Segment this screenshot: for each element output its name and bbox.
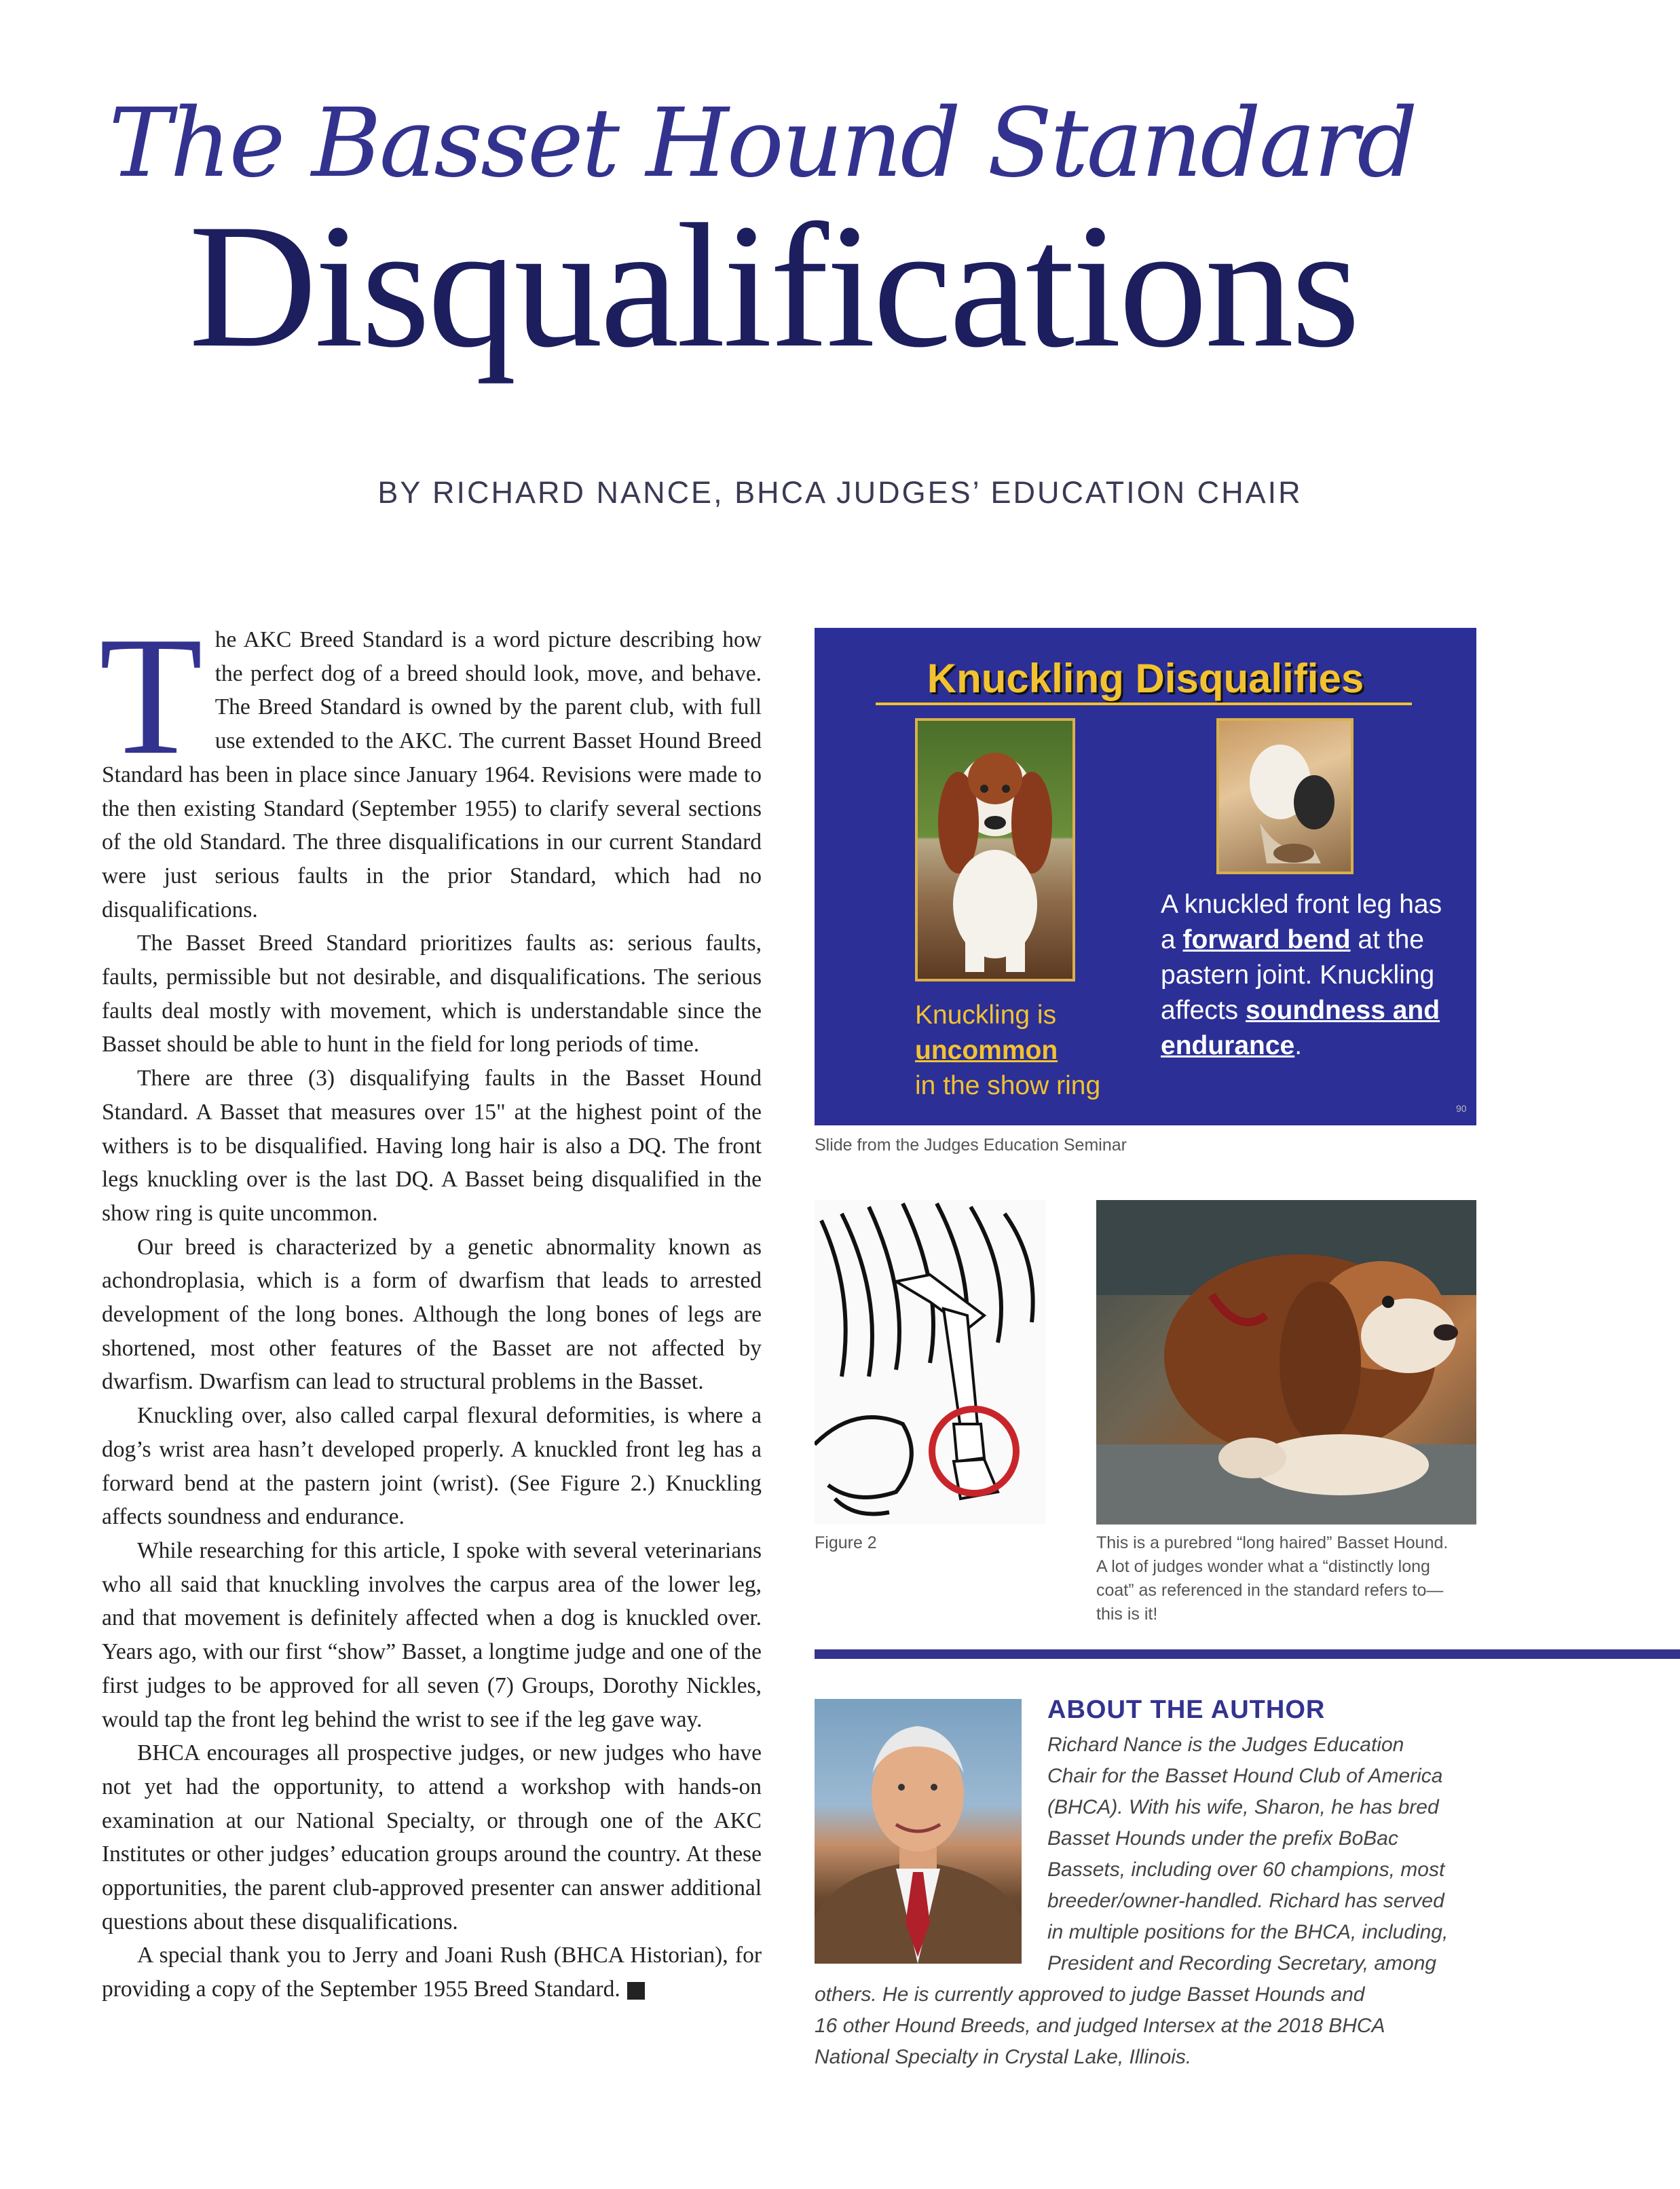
about-line-1: Richard Nance is the Judges Education: [1047, 1734, 1404, 1756]
about-line-6: breeder/owner-handled. Richard has served: [1047, 1890, 1444, 1912]
long-haired-basset-photo: [1096, 1200, 1476, 1524]
about-author-heading: ABOUT THE AUTHOR: [1047, 1696, 1326, 1724]
about-line-8: President and Recording Secretary, among: [1047, 1952, 1437, 1975]
slide-title-underline: [876, 703, 1412, 705]
basset-standing-photo: [915, 718, 1075, 981]
about-line-3: (BHCA). With his wife, Sharon, he has bred: [1047, 1796, 1439, 1818]
about-line-7: in multiple positions for the BHCA, including,: [1047, 1921, 1449, 1943]
paragraph-3: There are three (3) disqualifying faults in the Basset Hound Standard. A Basset that measures over 15" at the highest point of the withers is to be disqualified. Having long hair is also a DQ. The front legs knuckling over is the last DQ. A Basset being disqualified in the show ring is quite uncommon.: [102, 1066, 762, 1226]
long-haired-basset-illustration: [1096, 1200, 1476, 1524]
slide-title: Knuckling Disqualifies: [927, 656, 1364, 701]
about-line-2: Chair for the Basset Hound Club of America: [1047, 1765, 1443, 1787]
about-line-5: Bassets, including over 60 champions, most: [1047, 1858, 1445, 1881]
slide-number: 90: [1456, 1103, 1467, 1114]
author-photo: [815, 1699, 1022, 1964]
drop-cap: T: [99, 602, 203, 790]
basset-standing-illustration: [918, 721, 1072, 979]
knuckled-leg-illustration: [1219, 721, 1351, 872]
skeleton-illustration: [815, 1200, 1045, 1524]
paragraph-5: Knuckling over, also called carpal flexural deformities, is where a dog’s wrist area hasn’t developed properly. A knuckled front leg has a forward bend at the pastern joint (wrist). (See Figure 2.) Knuckling affects soundness and endurance.: [102, 1403, 762, 1530]
article-body: [99, 602, 762, 2006]
article-kicker: The Basset Hound Standard: [109, 88, 1416, 199]
byline: BY RICHARD NANCE, BHCA JUDGES’ EDUCATION CHAIR: [377, 475, 1303, 510]
paragraph-1: The AKC Breed Standard is a word picture describing how the perfect dog of a breed should look, move, and behave. The Breed Standard is owned by the parent club, with full use extended to the AKC. The current Basset Hound Breed Standard has been in place since January 1964. Revisions were made to the then existing Standard (September 1955) to clarify several sections of the old Standard. The three disqualifications in our current Standard were just serious faults in the prior Standard, which had no disqualifications.: [99, 602, 762, 922]
slide-right-caption: A knuckled front leg has a forward bend at the pastern joint. Knuckling affects soundness and endurance.: [1161, 890, 1442, 1060]
long-haired-caption: This is a purebred “long haired” Basset Hound. A lot of judges wonder what a “distinctly long coat” as referenced in the standard refers to—this is it!: [1096, 1533, 1449, 1624]
slide-caption: Slide from the Judges Education Seminar: [815, 1136, 1127, 1155]
paragraph-6: While researching for this article, I spoke with several veterinarians who all said that knuckling involves the carpus area of the lower leg, and that movement is definitely affected when a dog is knuckled over. Years ago, with our first “show” Basset, a longtime judge and one of the first judges to be approved for all seven (7) Groups, Dorothy Nickles, would tap the front leg behind the wrist to see if the leg gave way.: [102, 1537, 762, 1732]
section-divider: [815, 1649, 1680, 1659]
slide-left-caption: Knuckling is uncommon in the show ring: [915, 1000, 1101, 1100]
paragraph-8: A special thank you to Jerry and Joani Rush (BHCA Historian), for providing a copy of the September 1955 Breed Standard.: [102, 1943, 762, 2002]
paragraph-7: BHCA encourages all prospective judges, or new judges who have not yet had the opportunity, to attend a workshop with hands-on examination at our National Specialty, or through one of the AKC Institutes or other judges’ education groups around the country. At these opportunities, the parent club-approved presenter can answer additional questions about these disqualifications.: [102, 1740, 762, 1934]
about-line-4: Basset Hounds under the prefix BoBac: [1047, 1827, 1398, 1850]
paragraph-2: The Basset Breed Standard prioritizes faults as: serious faults, faults, permissible but not desirable, and disqualifications. The serious faults deal mostly with movement, which is understandable since the Basset should be able to hunt in the field for long periods of time.: [102, 931, 762, 1058]
seminar-slide: [815, 628, 1476, 1125]
article-title: Disqualifications: [189, 187, 1358, 384]
about-line-9: others. He is currently approved to judge Basset Hounds and: [815, 1983, 1365, 2006]
about-line-10: 16 other Hound Breeds, and judged Intersex at the 2018 BHCA: [815, 2015, 1385, 2037]
figure-2-caption: Figure 2: [815, 1533, 877, 1552]
figure-2-skeleton-drawing: [815, 1200, 1045, 1524]
end-mark-icon: [627, 1982, 645, 2000]
paragraph-4: Our breed is characterized by a genetic abnormality known as achondroplasia, which is a form of dwarfism that leads to arrested development of the long bones. Although the long bones of legs are shortened, most other features of the Basset are not affected by dwarfism. Dwarfism can lead to structural problems in the Basset.: [102, 1234, 762, 1395]
knuckled-leg-photo: [1216, 718, 1354, 874]
about-line-11: National Specialty in Crystal Lake, Illinois.: [815, 2046, 1192, 2068]
author-portrait-illustration: [815, 1699, 1022, 1964]
